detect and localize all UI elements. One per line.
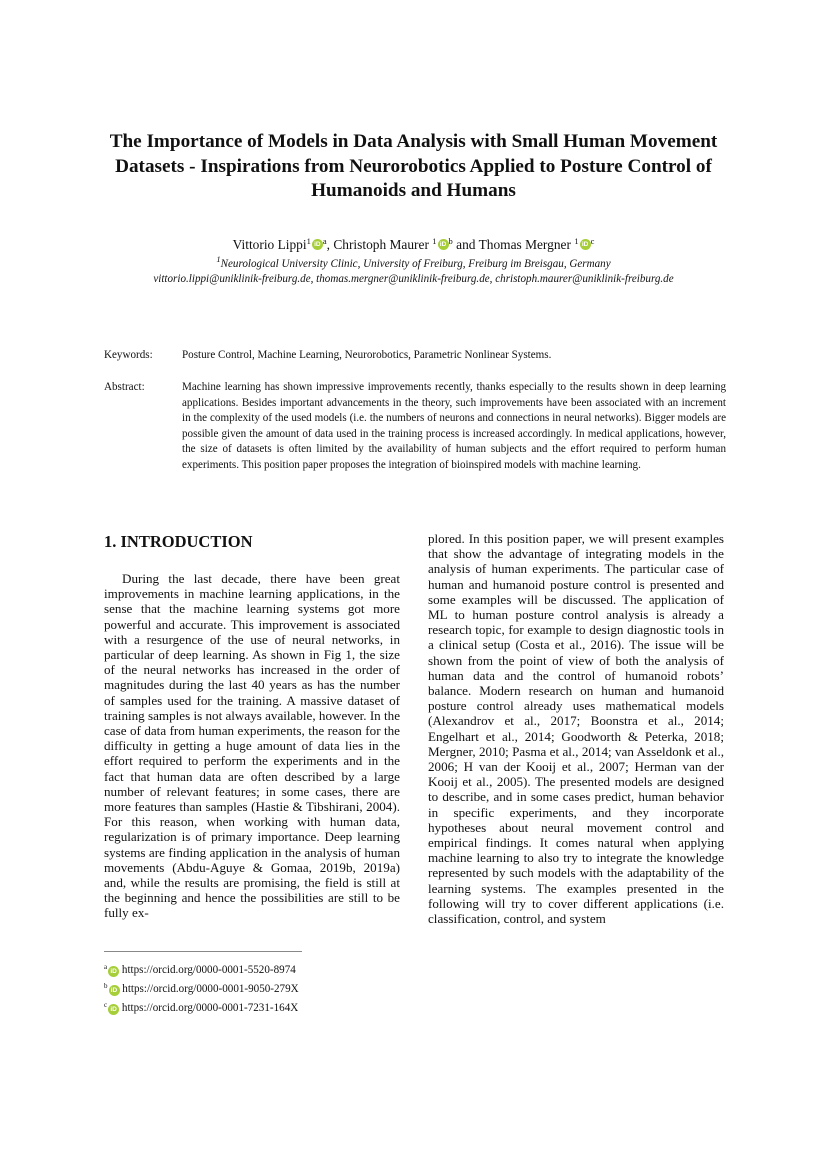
footnote	[104, 997, 299, 1016]
footnote-marker: a	[322, 236, 327, 246]
intro-paragraph: During the last decade, there have been great improvements in machine learning applications, in the sense that the machine learning systems got more powerful and accurate. This improvement is associated with a resurgence of the use of neural networks, in particular of deep learning. As shown in Fig 1, the size of the neural networks has increased in the order of magnitudes during the last 40 years as has the number of samples used for the training. A massive dataset of training samples is not always available, however. In the case of data from human experiments, the reason for the difficulty in getting a huge amount of data lies in the effort required to perform the experiments and in the fact that human data are often described by a large number of relevant features; in some cases, there are more features than samples (Hastie & Tibshirani, 2004). For this reason, when working with human data, regularization is of primary importance. Deep learning systems are finding application in the analysis of human movements (Abdu-Aguye & Gomaa, 2019b, 2019a) and, while the results are promising, the field is still at the beginning and hence the possibilities are still to be fully ex-	[104, 571, 400, 921]
affiliation-marker: 1	[306, 236, 311, 246]
orcid-icon[interactable]: iD	[580, 239, 591, 250]
orcid-icon: iD	[109, 985, 120, 996]
footnote-divider	[104, 951, 302, 952]
orcid-link[interactable]: https://orcid.org/0000-0001-7231-164X	[121, 1002, 299, 1014]
author-emails: vittorio.lippi@uniklinik-freiburg.de, thomas.mergner@uniklinik-freiburg.de, christoph.maurer@uniklinik-freiburg.de	[153, 273, 674, 285]
footnote-marker: c	[104, 1001, 108, 1009]
affiliation-block	[60, 252, 767, 287]
author-list	[60, 233, 767, 253]
affiliation-marker: 1	[574, 236, 579, 246]
footnote-marker: a	[104, 963, 108, 971]
orcid-icon[interactable]: iD	[438, 239, 449, 250]
footnotes	[104, 959, 299, 1016]
author-name: Vittorio Lippi	[232, 237, 307, 252]
keywords-text: Posture Control, Machine Learning, Neurorobotics, Parametric Nonlinear Systems.	[182, 349, 552, 361]
section-heading: 1. INTRODUCTION	[104, 532, 253, 551]
abstract-text: Machine learning has shown impressive improvements recently, thanks especially to the results shown in deep learning applications. Besides important advancements in the theory, such improvements have been associated with an increment in the complexity of the used models (i.e. the numbers of neurons and connections in neural networks). Bigger models are possible given the amount of data used in the training process is increased accordingly. In medical applications, however, the size of datasets is often limited by the availability of human subjects and the effort required to perform human experiments. This position paper proposes the integration of bioinspired models with machine learning.	[182, 381, 726, 471]
orcid-icon: iD	[108, 1004, 119, 1015]
abstract-label: Abstract:	[104, 381, 145, 393]
orcid-icon: iD	[108, 966, 119, 977]
footnote	[104, 978, 299, 997]
orcid-link[interactable]: https://orcid.org/0000-0001-9050-279X	[122, 983, 299, 995]
author-name: Thomas Mergner	[478, 237, 571, 252]
footnote	[104, 959, 299, 978]
footnote-marker: b	[104, 982, 108, 990]
author-name: Christoph Maurer	[333, 237, 429, 252]
affiliation-text: Neurological University Clinic, University of Freiburg, Freiburg im Breisgau, Germany	[220, 258, 611, 270]
orcid-icon[interactable]: iD	[312, 239, 323, 250]
paper-title: The Importance of Models in Data Analysis with Small Human Movement Datasets - Inspirations from Neurorobotics Applied to Posture Control of Humanoids and Humans	[109, 131, 718, 201]
footnote-marker: c	[590, 236, 595, 246]
footnote-marker: b	[448, 236, 453, 246]
author-separator: ,	[326, 237, 334, 252]
intro-paragraph-continued: plored. In this position paper, we will present examples that show the advantage of integrating models in the analysis of human experiments. The particular case of human and humanoid posture control is presented and some examples will be discussed. The application of ML to human posture control analysis is already a research topic, for example to design diagnostic tools in a clinical setup (Costa et al., 2016). The issue will be shown from the point of view of both the analysis of human data and the control of humanoid robots’ balance. Modern research on human and humanoid posture control already uses mathematical models (Alexandrov et al., 2017; Boonstra et al., 2014; Engelhart et al., 2014; Goodworth & Peterka, 2018; Mergner, 2010; Pasma et al., 2014; van Asseldonk et al., 2006; H van der Kooij et al., 2007; Herman van der Kooij et al., 2005). The presented models are designed to describe, and in some cases predict, human behavior in specific experiments, and they incorporate hypotheses about neural movement control and empirical findings. It comes natural when applying machine learning to also try to integrate the knowledge represented by such models with the adaptability of the learning systems. The examples presented in the following will try to cover different applications (i.e. classification, control, and system	[428, 531, 724, 927]
affiliation-number: 1	[216, 254, 221, 264]
author-conjunction: and	[452, 237, 479, 252]
keywords-label: Keywords:	[104, 349, 153, 361]
left-column	[104, 571, 400, 921]
right-column	[428, 531, 724, 926]
orcid-link[interactable]: https://orcid.org/0000-0001-5520-8974	[121, 964, 296, 976]
affiliation-marker: 1	[432, 236, 437, 246]
